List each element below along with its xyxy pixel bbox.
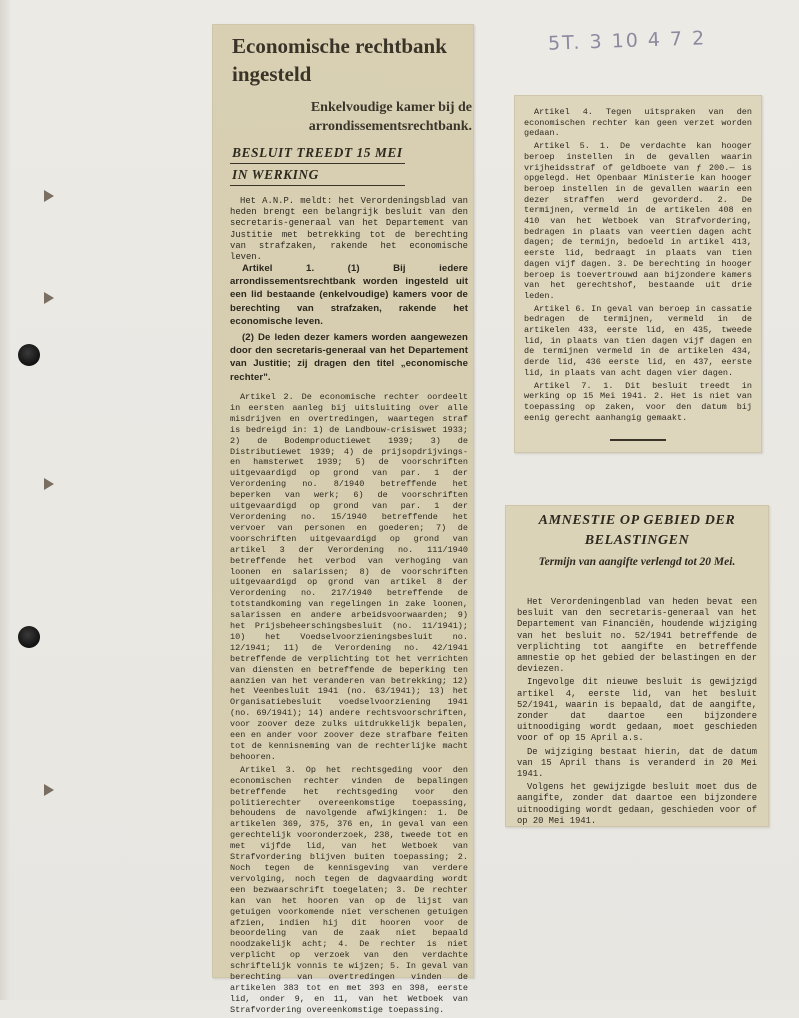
article-4-paragraph: Artikel 4. Tegen uitspraken van den economischen rechter kan geen verzet worden gedaan. — [524, 107, 752, 139]
amnesty-paragraph-3: De wijziging bestaat hierin, dat de datum van 15 April thans is veranderd in 20 Mei 1941. — [517, 746, 757, 780]
section-heading-line2: IN WERKING — [230, 164, 405, 186]
binder-notch — [44, 190, 54, 202]
punch-hole-top — [18, 344, 40, 366]
clipping-amnesty — [505, 505, 769, 827]
article-6-paragraph: Artikel 6. In geval van beroep in cassatie bedragen de termijnen, vermeld in de artikelen 433, eerste lid, en 435, tweede lid, in plaats van tien dagen vijf dagen en de termijnen vermeld in de artikelen 434, derde lid, 436 eerste lid, en 437, eerste lid, in plaats van acht dagen vier dagen. — [524, 303, 752, 378]
clipping-economic-court — [212, 24, 474, 1015]
clipping-continuation — [514, 95, 762, 453]
continuation-text — [524, 107, 752, 425]
article-2-paragraph: Artikel 2. De economische rechter oordeelt in eersten aanleg bij uitsluiting over alle misdrijven en overtredingen, waartegen straf is bedreigd in: 1) de Landbouw-crisiswet 1933; 2) de Bodemproductiewet 1939; 3) de Distributiewet 1939; 4) de prijsopdrijvings- en hamsterwet 1939; 5) de voorschriften uitgevaardigd op grond van par. 1 der Verordening no. 8/1940 betreffende het beperken van werk; 6) de voorschriften uitgevaardigd op grond van par. 1 der Verordening no. 15/1940 betreffende het vervoer van personen en goederen; 7) de voorschriften uitgevaardigd op grond van artikel 3 der Verordening no. 111/1940 betreffende het verbod van verhoging van loonen en salarissen; 8) de voorschriften uitgevaardigd op grond van artikel 8 der Verordening no. 217/1940 betreffende de totstandkoming van regelingen in zake loonen, salarissen en andere arbeidsvoorwaarden; 9) het Prijsbeheerschingsbesluit (no. 11/1941); 10) het Voedselvoorzieningsbesluit no. 12/1941; 11) de Verordening no. 42/1941 betreffende de verplichting tot het verrichten van diensten en betreffende de beperking ten aanzien van het veranderen van betrekking; 12) het Veenbesluit 1941 (no. 63/1941); 13) het Organisatiebesluit voedselvoorziening 1941 (no. 69/1941); 14) andere rechtsvoorschriften, voor zoover deze zulks uitdrukkelijk bepalen, een en ander voor zoover deze strafbare feiten tot de kennisneming van de rechterlijke macht behooren. — [230, 392, 468, 762]
article-7-paragraph: Artikel 7. 1. Dit besluit treedt in werking op 15 Mei 1941. 2. Het is niet van toepassing op zaken, voor den datum bij eenig gerecht aanhangig gemaakt. — [524, 380, 752, 423]
handwritten-archive-number: 5T. 3 10 4 7 2 — [547, 27, 707, 55]
binder-notch — [44, 784, 54, 796]
article-subtitle: Enkelvoudige kamer bij de arrondissementsrechtbank. — [308, 100, 472, 134]
article-body — [230, 392, 468, 1018]
binder-notch — [44, 292, 54, 304]
binder-notch — [44, 478, 54, 490]
amnesty-paragraph-1: Het Verordeningenblad van heden bevat een besluit van den secretaris-generaal van het Departement van Financiën, houdende wijziging van het besluit no. 52/1941 betreffende de verplichting tot aangifte en betreffende amnestie op het gebied der belastingen en der deviezen. — [517, 597, 757, 675]
page-edge — [0, 0, 10, 1000]
intro-paragraph: Het A.N.P. meldt: het Verordeningsblad van heden brengt een belangrijk besluit van den secretaris-generaal van het Departement van Justitie met betrekking tot de berechting van strafzaken, rakende het economische leven. — [230, 196, 468, 263]
end-divider — [610, 439, 666, 441]
article-5-paragraph: Artikel 5. 1. De verdachte kan hooger beroep instellen in de gevallen waarin vrijheidsstraf of geldboete van ƒ 200.— is opgelegd. Het Openbaar Ministerie kan hooger beroep instellen in de gevallen waarin een dezer straffen werd gevorderd. 2. De termijnen, vermeld in de artikelen 408 en 410 van het Wetboek van Strafvordering, bedragen in plaats van veertien dagen acht dagen; de termijn, bedoeld in artikel 413, eerste lid, bedraagt in plaats van tien dagen vijf dagen. 3. De berechting in hooger beroep is toevertrouwd aan bijzondere kamers van het gerechtshof, bestaande uit drie leden. — [524, 141, 752, 301]
article-1-paragraph-2: (2) De leden dezer kamers worden aangewezen door den secretaris-generaal van het Departement van Justitie; zij dragen den titel „economische rechter". — [230, 332, 468, 383]
article-1 — [230, 262, 468, 387]
amnesty-subheading: Termijn van aangifte verlengd tot 20 Mei. — [538, 556, 736, 568]
punch-hole-bottom — [18, 626, 40, 648]
section-heading — [230, 142, 405, 186]
amnesty-heading: AMNESTIE OP GEBIED DER BELASTINGEN — [538, 513, 736, 548]
section-heading-line1: BESLUIT TREEDT 15 MEI — [230, 142, 405, 164]
amnesty-body — [517, 597, 757, 829]
amnesty-paragraph-2: Ingevolge dit nieuwe besluit is gewijzigd artikel 4, eerste lid, van het besluit 52/1941, waarin is bepaald, dat de aangifte, zonder dat daartoe een bijzondere uitnoodiging wordt gedaan, moet geschieden voor of op 15 April a.s. — [517, 677, 757, 744]
article-intro — [230, 196, 468, 265]
article-3-paragraph: Artikel 3. Op het rechtsgeding voor den economischen rechter vinden de bepalingen betreffende het rechtsgeding voor den politierechter overeenkomstige toepassing, behoudens de navolgende afwijkingen: 1. De artikelen 369, 375, 376 en, in geval van een gerechtelijk vooronderzoek, 238, tweede tot en met vijfde lid, van het Wetboek van Strafvordering blijven buiten toepassing; 2. Noch tegen de kennisgeving van verdere vervolging, noch tegen de dagvaarding wordt een bezwaarschrift toegelaten; 3. De rechter kan van het hooren van op de lijst van getuigen voorkomende niet verschenen getuigen afzien, indien hij dit hooren voor de beoordeling van de zaak niet bepaald noodzakelijk acht; 4. De rechter is niet verplicht op verzoek van den verdachte schriftelijk vonnis te wijzen; 5. In geval van berechting van overtredingen vinden de artikelen 383 tot en met 393 en 398, eerste lid, onder 9, en 11, van het Wetboek van Strafvordering overeenkomstige toepassing. — [230, 764, 468, 1015]
article-title: Economische rechtbank ingesteld — [232, 34, 447, 86]
amnesty-paragraph-4: Volgens het gewijzigde besluit moet dus de aangifte, zonder dat daartoe een bijzondere uitnoodiging wordt gedaan, geschieden voor of op 20 Mei 1941. — [517, 782, 757, 826]
article-1-paragraph-1: Artikel 1. (1) Bij iedere arrondissementsrechtbank worden ingesteld uit een lid bestaande (enkelvoudige) kamers voor de berechting van strafzaken, rakende het economische leven. — [230, 263, 468, 327]
